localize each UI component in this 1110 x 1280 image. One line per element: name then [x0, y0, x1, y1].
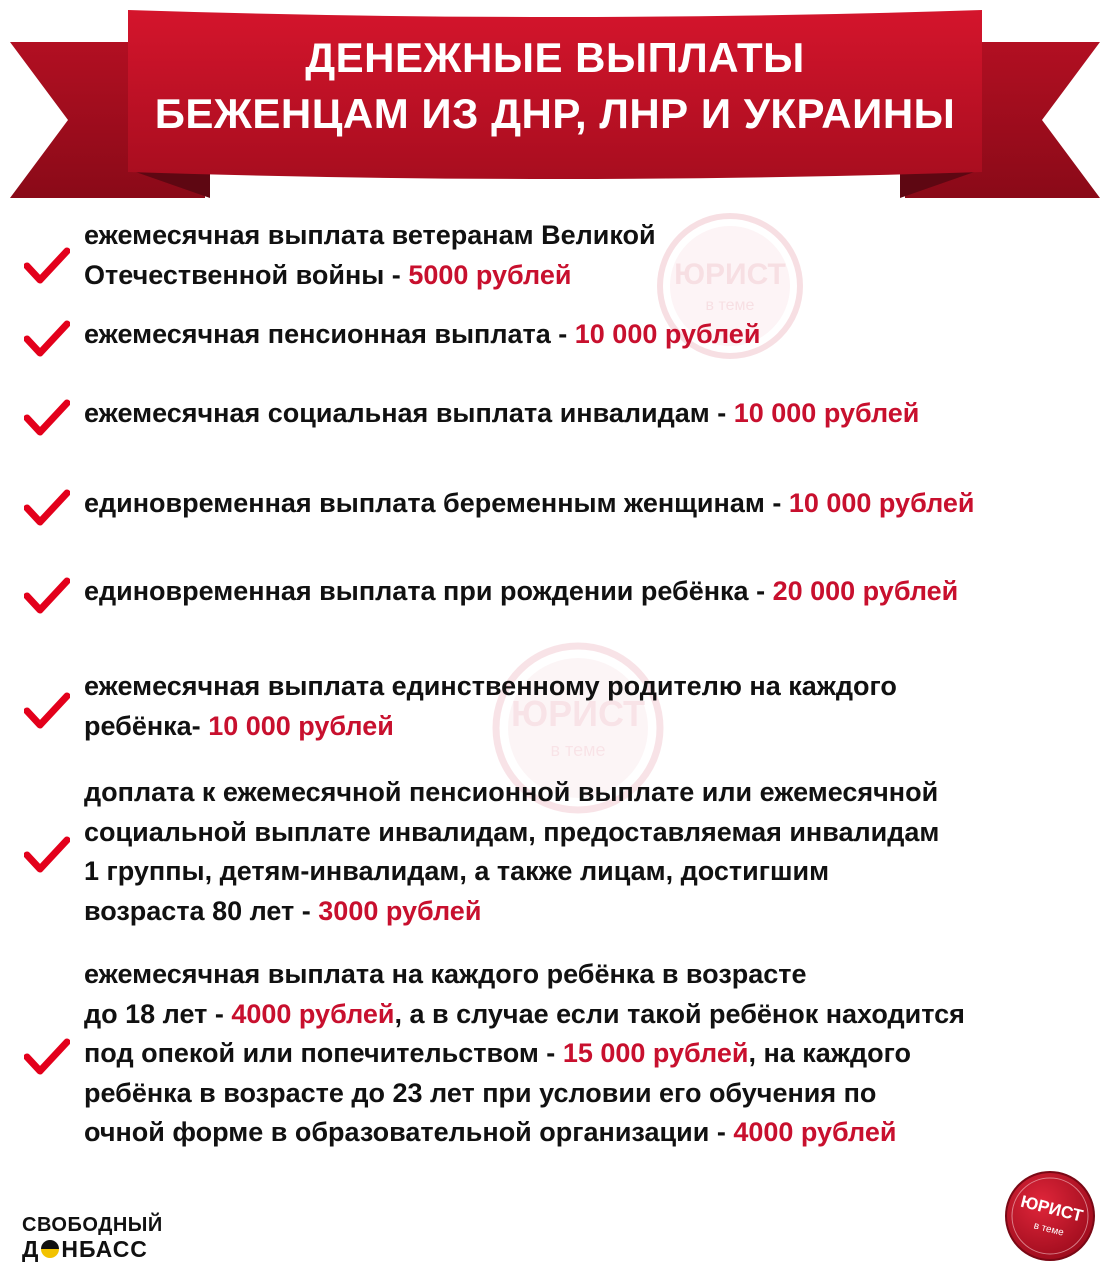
seal-badge [1000, 1168, 1100, 1264]
item-text: , на каждого [748, 1038, 911, 1068]
item-text: под опекой или попечительством - [84, 1038, 563, 1068]
checkmark-icon [24, 835, 70, 875]
item-text: ребёнка- [84, 710, 209, 741]
amount-value: 20 000 рублей [772, 576, 959, 606]
item-text: 1 группы, детям-инвалидам, а также лицам, достигшим [84, 856, 830, 886]
amount-value: 10 000 рублей [208, 710, 394, 741]
item-text: ежемесячная социальная выплата инвалидам - [84, 398, 734, 428]
page-title [130, 30, 980, 142]
watermark-title: ЮРИСТ [510, 693, 646, 734]
checkmark-icon [24, 1037, 70, 1077]
item-text: социальной выплате инвалидам, предоставляемая инвалидам [84, 816, 940, 847]
item-text: ежемесячная выплата на каждого ребёнка в возрасте [84, 959, 807, 989]
item-text: доплата к ежемесячной пенсионной выплате или ежемесячной [84, 777, 939, 807]
item-text: до 18 лет - [84, 998, 232, 1029]
item-text: единовременная выплата при рождении ребёнка - [84, 576, 773, 606]
watermark-title: ЮРИСТ [674, 258, 786, 291]
amount-value: 15 000 рублей [562, 1038, 749, 1068]
logo-line1: СВОБОДНЫЙ [22, 1214, 163, 1236]
item-text: возраста 80 лет - [84, 895, 319, 926]
page-title-line2: БЕЖЕНЦАМ ИЗ ДНР, ЛНР И УКРАИНЫ [154, 90, 956, 137]
amount-value: 3000 рублей [318, 895, 482, 926]
seal-title: ЮРИСТ [1018, 1191, 1085, 1226]
checkmark-icon [24, 488, 70, 528]
amount-value: 10 000 рублей [788, 488, 975, 518]
watermark-subtitle: в теме [705, 297, 755, 314]
checkmark-icon [24, 576, 70, 616]
amount-value: 4000 рублей [733, 1117, 897, 1147]
logo-line2-prefix: Д [22, 1236, 40, 1262]
checkmark-icon [24, 246, 70, 286]
checkmark-icon [24, 398, 70, 438]
item-text: Отечественной войны - [84, 259, 409, 290]
item-text: единовременная выплата беременным женщинам - [84, 488, 789, 518]
amount-value: 4000 рублей [231, 998, 395, 1029]
watermark-subtitle: в теме [550, 740, 606, 760]
brand-logo [22, 1214, 163, 1262]
checkmark-icon [24, 319, 70, 359]
logo-flag-icon [40, 1240, 60, 1258]
item-text: , а в случае если такой ребёнок находится [394, 998, 965, 1029]
amount-value: 10 000 рублей [574, 319, 761, 349]
item-text: ежемесячная выплата ветеранам Великой [84, 220, 656, 250]
item-text: ребёнка в возрасте до 23 лет при условии его обучения по [84, 1077, 877, 1108]
item-text: очной форме в образовательной организации - [84, 1117, 734, 1147]
item-text: ежемесячная пенсионная выплата - [84, 319, 575, 349]
checkmark-icon [24, 691, 70, 731]
logo-line2-suffix: НБАСС [61, 1236, 148, 1262]
page-title-line1: ДЕНЕЖНЫЕ ВЫПЛАТЫ [305, 34, 805, 81]
amount-value: 5000 рублей [408, 259, 572, 290]
seal-subtitle: в теме [1032, 1220, 1065, 1239]
item-text: ежемесячная выплата единственному родителю на каждого [84, 671, 897, 701]
amount-value: 10 000 рублей [733, 398, 920, 428]
